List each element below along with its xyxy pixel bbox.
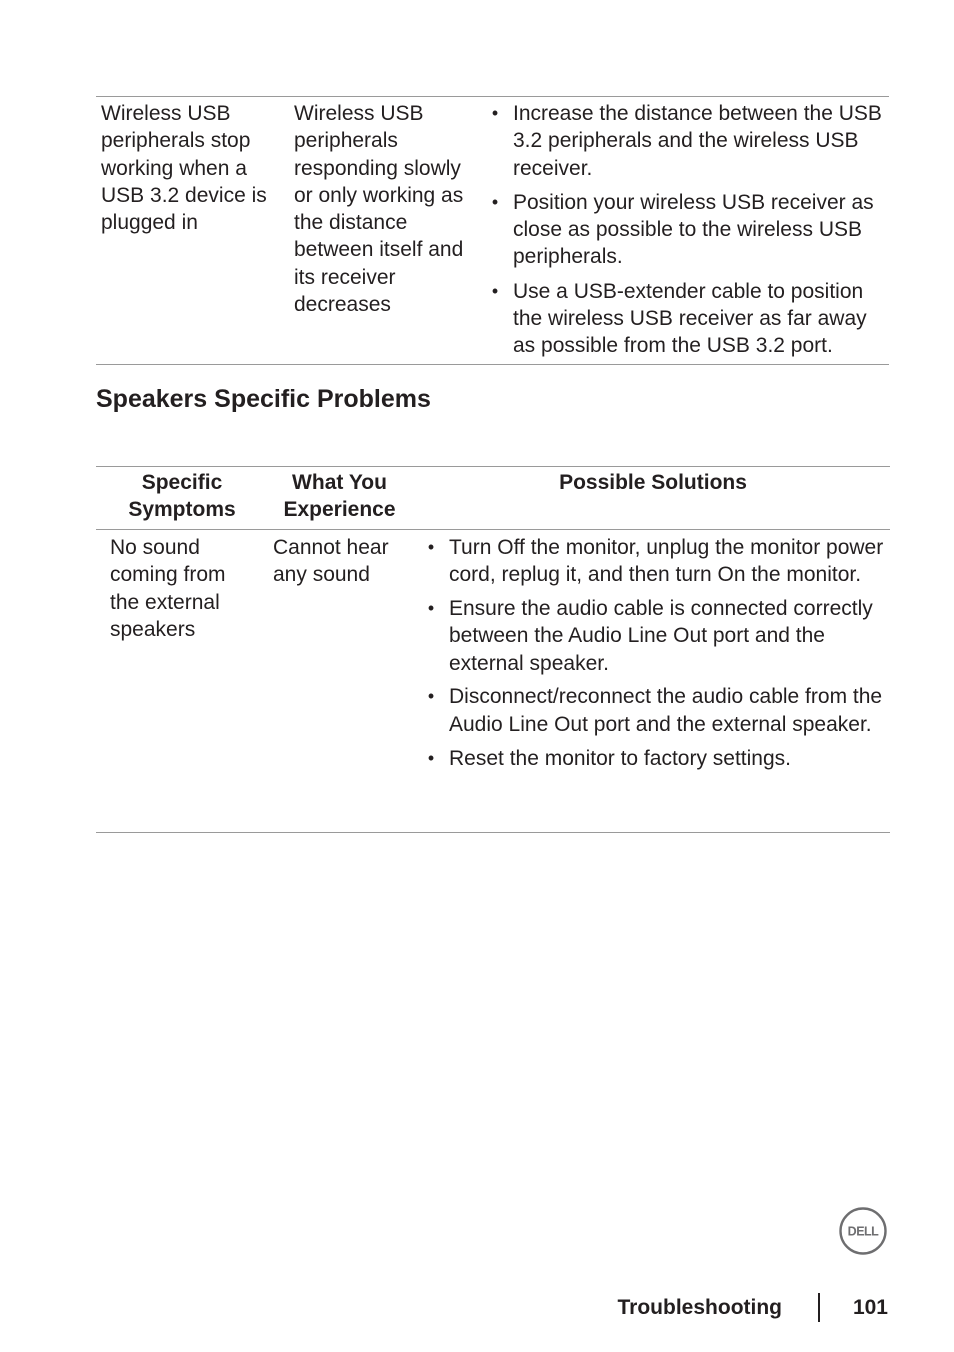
solution-item xyxy=(491,100,885,182)
bullet-icon: • xyxy=(427,747,435,768)
symptom-cell: No sound coming from the external speakers xyxy=(110,536,226,641)
solutions-list xyxy=(427,534,889,778)
bullet-icon: • xyxy=(427,598,435,619)
bullet-icon: • xyxy=(491,280,499,301)
solutions-list xyxy=(491,100,885,367)
page-number: 101 xyxy=(852,1296,888,1319)
experience-cell: Wireless USB peripherals responding slowly or only working as the distance between itself and its receiver decreases xyxy=(294,102,464,317)
solution-text: Disconnect/reconnect the audio cable from the Audio Line Out port and the external speaker. xyxy=(449,685,883,736)
header-experience: What You Experience xyxy=(283,471,396,522)
solution-text: Use a USB-extender cable to position the wireless USB receiver as far away as possible from the USB 3.2 port. xyxy=(513,279,867,358)
solution-text: Increase the distance between the USB 3.2 peripherals and the wireless USB receiver. xyxy=(513,102,882,180)
table-header-row xyxy=(96,467,890,530)
usb-troubleshooting-table xyxy=(96,96,889,365)
bullet-icon: • xyxy=(491,191,499,212)
solution-item xyxy=(427,745,889,772)
symptom-cell: Wireless USB peripherals stop working when a USB 3.2 device is plugged in xyxy=(101,102,267,235)
solution-item xyxy=(491,189,885,271)
section-title: Speakers Specific Problems xyxy=(96,385,431,413)
footer-divider xyxy=(818,1293,820,1322)
solution-text: Turn Off the monitor, unplug the monitor power cord, replug it, and then turn On the monitor. xyxy=(449,536,884,587)
bullet-icon: • xyxy=(427,686,435,707)
dell-logo xyxy=(839,1207,887,1255)
footer-section-name: Troubleshooting xyxy=(617,1296,782,1319)
solution-item xyxy=(491,278,885,360)
solution-item xyxy=(427,595,889,677)
solution-text: Position your wireless USB receiver as close as possible to the wireless USB peripherals. xyxy=(513,190,874,269)
speakers-troubleshooting-table xyxy=(96,466,890,833)
bullet-icon: • xyxy=(491,103,499,123)
dell-logo-text: DELL xyxy=(847,1224,879,1239)
experience-cell: Cannot hear any sound xyxy=(273,536,389,587)
header-solutions: Possible Solutions xyxy=(559,471,747,494)
solution-item xyxy=(427,683,889,738)
header-symptoms: Specific Symptoms xyxy=(128,471,236,522)
solution-item xyxy=(427,534,889,589)
bullet-icon: • xyxy=(427,537,435,557)
solution-text: Ensure the audio cable is connected correctly between the Audio Line Out port and the external speaker. xyxy=(449,597,873,675)
solution-text: Reset the monitor to factory settings. xyxy=(449,746,791,770)
